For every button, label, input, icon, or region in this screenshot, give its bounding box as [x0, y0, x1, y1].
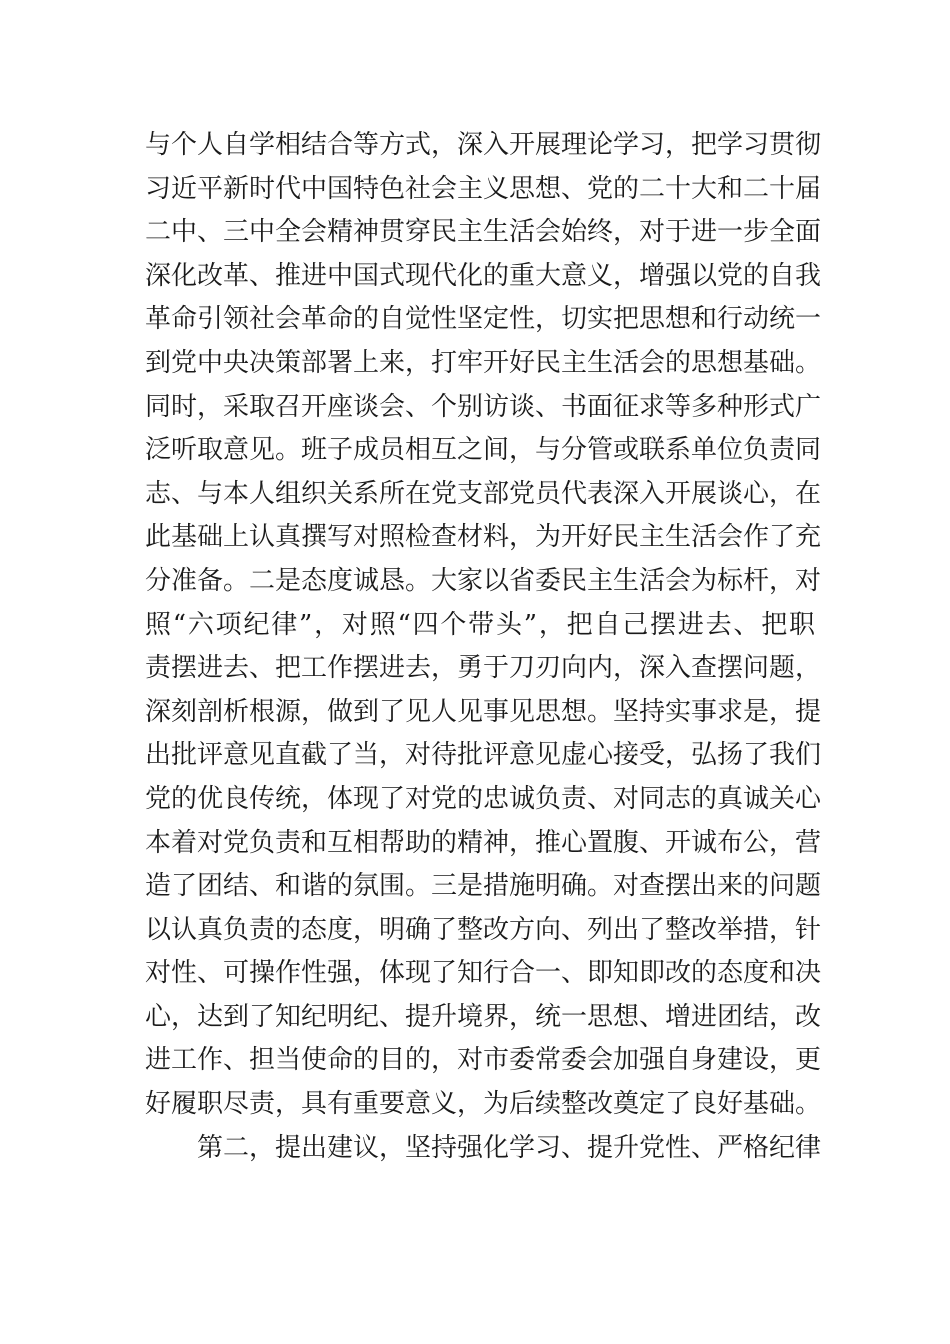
text-line: 心，达到了知纪明纪、提升境界，统一思想、增进团结，改	[145, 1001, 822, 1032]
text-line: 分准备。二是态度诚恳。大家以省委民主生活会为标杆，对	[145, 565, 822, 596]
text-line: 志、与本人组织关系所在党支部党员代表深入开展谈心，在	[145, 478, 822, 509]
text-line: 二中、三中全会精神贯穿民主生活会始终，对于进一步全面	[145, 217, 822, 248]
text-line: 党的优良传统，体现了对党的忠诚负责、对同志的真诚关心	[145, 783, 822, 814]
text-line: 以认真负责的态度，明确了整改方向、列出了整改举措，针	[145, 914, 822, 945]
text-line: 深化改革、推进中国式现代化的重大意义，增强以党的自我	[145, 260, 822, 291]
text-line: 出批评意见直截了当，对待批评意见虚心接受，弘扬了我们	[145, 740, 822, 771]
text-line: 造了团结、和谐的氛围。三是措施明确。对查摆出来的问题	[145, 871, 822, 902]
text-line: 同时，采取召开座谈会、个别访谈、书面征求等多种形式广	[145, 391, 822, 422]
body-text	[145, 124, 822, 1170]
text-line: 泛听取意见。班子成员相互之间，与分管或联系单位负责同	[145, 435, 822, 466]
paragraph-start-line: 第二，提出建议，坚持强化学习、提升党性、严格纪律	[197, 1132, 822, 1163]
text-line: 与个人自学相结合等方式，深入开展理论学习，把学习贯彻	[145, 130, 822, 160]
text-line: 好履职尽责，具有重要意义，为后续整改奠定了良好基础。	[145, 1089, 822, 1120]
text-line: 此基础上认真撰写对照检查材料，为开好民主生活会作了充	[145, 522, 822, 553]
text-line: 革命引领社会革命的自觉性坚定性，切实把思想和行动统一	[145, 304, 822, 335]
text-line: 本着对党负责和互相帮助的精神，推心置腹、开诚布公，营	[145, 827, 822, 858]
text-line: 进工作、担当使命的目的，对市委常委会加强自身建设，更	[145, 1045, 822, 1076]
text-line: 习近平新时代中国特色社会主义思想、党的二十大和二十届	[145, 173, 822, 204]
text-line: 照“六项纪律”，对照“四个带头”，把自己摆进去、把职	[145, 609, 815, 640]
text-line: 责摆进去、把工作摆进去，勇于刀刃向内，深入查摆问题，	[145, 653, 822, 684]
text-line: 对性、可操作性强，体现了知行合一、即知即改的态度和决	[145, 958, 822, 989]
text-line: 到党中央决策部署上来，打牢开好民主生活会的思想基础。	[145, 347, 822, 378]
text-line: 深刻剖析根源，做到了见人见事见思想。坚持实事求是，提	[145, 696, 822, 727]
